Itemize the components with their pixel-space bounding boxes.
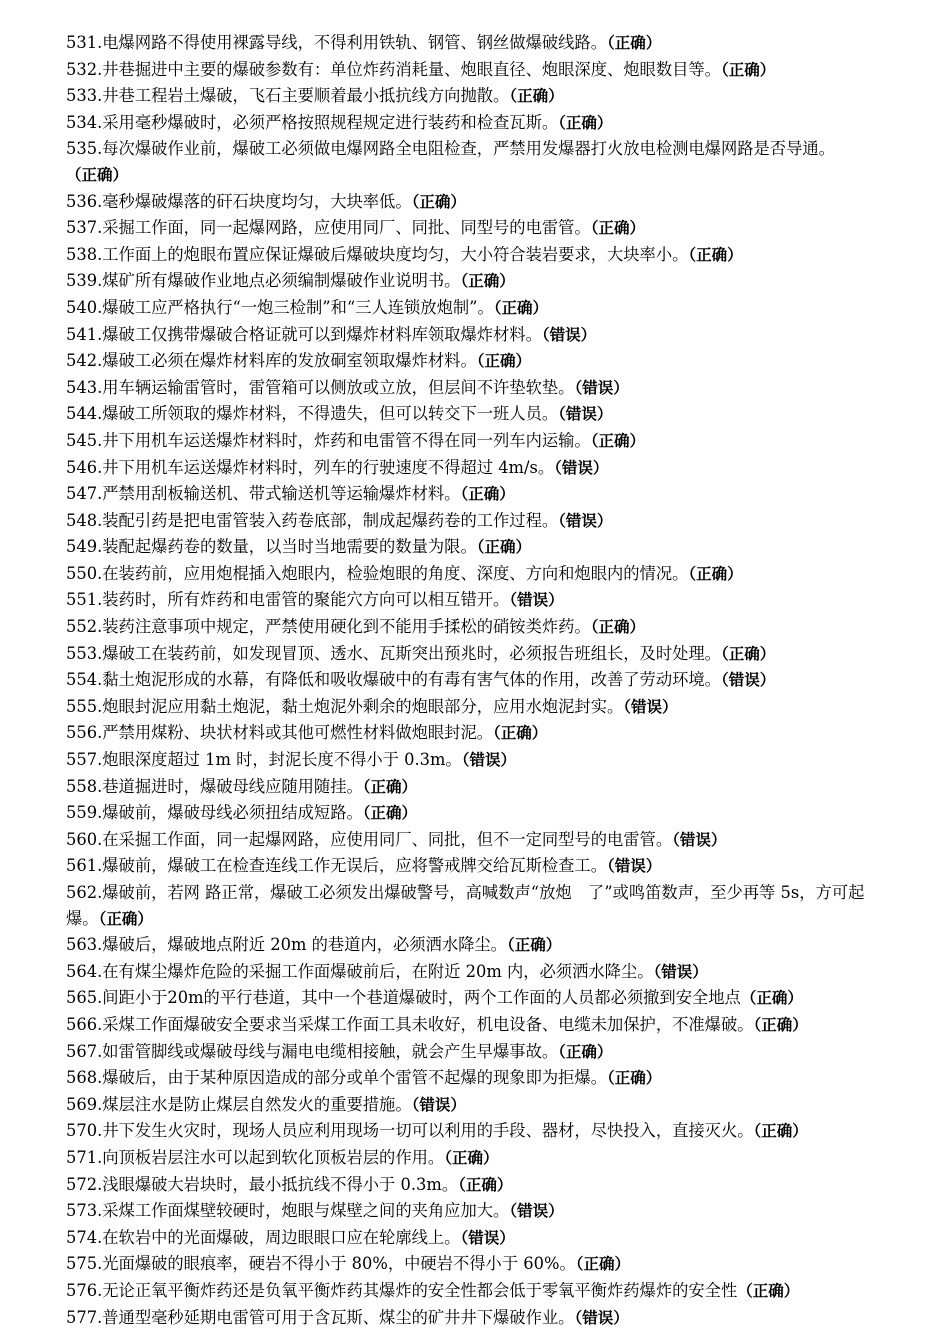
question-number: 577. (66, 1307, 103, 1327)
question-number: 546. (66, 457, 103, 477)
question-number: 540. (66, 297, 103, 317)
question-text: 如雷管脚线或爆破母线与漏电电缆相接触，就会产生早爆事故。 (102, 1041, 559, 1061)
question-answer: （错误） (607, 857, 662, 876)
question-text: 毫秒爆破爆落的矸石块度均匀，大块率低。 (102, 191, 412, 211)
question-item (66, 774, 886, 801)
question-item (66, 375, 886, 402)
question-answer: （正确） (558, 113, 613, 132)
question-number: 533. (66, 86, 103, 106)
question-text: 炮眼封泥应用黏土炮泥，黏土炮泥外剩余的炮眼部分，应用水炮泥封实。 (102, 696, 624, 716)
question-text: 普通型毫秒延期电雷管可用于含瓦斯、煤尘的矿井井下爆破作业。 (102, 1307, 575, 1327)
question-answer: （正确） (362, 777, 418, 796)
question-answer: （错误） (653, 962, 708, 981)
question-answer: （正确） (688, 564, 743, 583)
question-text: 煤矿所有爆破作业地点必须编制爆破作业说明书。 (102, 271, 461, 291)
question-text: 煤层注水是防止煤层自然发火的重要措施。 (102, 1094, 412, 1114)
question-text: 工作面上的炮眼布置应保证爆破后爆破块度均匀，大小符合装岩要求，大块率小。 (102, 244, 689, 264)
question-item (66, 1092, 886, 1119)
question-text: 爆破前，爆破工在检查连线工作无误后，应将警戒牌交给瓦斯检查工。 (102, 856, 607, 876)
question-item (66, 1172, 886, 1199)
question-text: 间距小于20m的平行巷道，其中一个巷道爆破时，两个工作面的人员都必须撤到安全地点 (102, 988, 741, 1008)
question-text: 井下用机车运送爆炸材料时，列车的行驶速度不得超过 4m/s。 (102, 457, 555, 477)
question-text: 光面爆破的眼痕率，硬岩不得小于 80%，中硬岩不得小于 60%。 (102, 1254, 576, 1274)
question-text: 炮眼深度超过 1m 时，封泥长度不得小于 0.3m。 (102, 750, 462, 770)
question-item (66, 959, 886, 986)
question-answer: （正确） (460, 485, 515, 504)
question-number: 550. (66, 563, 103, 583)
question-item (66, 57, 886, 84)
question-text: 爆破工在装药前，如发现冒顶、透水、瓦斯突出预兆时，必须报告班组长，及时处理。 (102, 643, 721, 663)
question-number: 563. (66, 935, 103, 955)
question-number: 545. (66, 430, 103, 450)
question-text: 装配起爆药卷的数量，以当时当地需要的数量为限。 (102, 537, 477, 557)
question-text: 电爆网路不得使用裸露导线，不得利用铁轨、钢管、钢丝做爆破线路。 (102, 33, 607, 52)
question-item (66, 1198, 886, 1225)
question-item (66, 694, 886, 721)
question-number: 534. (66, 112, 103, 132)
question-item (66, 985, 886, 1012)
question-answer: （错误） (411, 1095, 466, 1114)
question-answer: （正确） (575, 1255, 631, 1274)
question-number: 538. (66, 244, 103, 264)
question-item (66, 614, 886, 641)
question-text: 爆破工必须在爆炸材料库的发放硐室领取爆炸材料。 (102, 351, 477, 371)
question-text: 无论正氧平衡炸药还是负氧平衡炸药其爆炸的安全性都会低于零氧平衡炸药爆炸的安全性 (102, 1280, 738, 1300)
question-number: 555. (66, 696, 103, 716)
question-answer: （正确） (476, 538, 532, 557)
question-item (66, 215, 886, 242)
question-text: 巷道掘进时，爆破母线应随用随挂。 (102, 776, 363, 796)
question-item (66, 268, 886, 295)
question-answer: （正确） (460, 272, 515, 291)
question-text: 井巷掘进中主要的爆破参数有：单位炸药消耗量、炮眼直径、炮眼深度、炮眼数目等。 (102, 59, 721, 79)
question-number: 535. (66, 139, 103, 159)
question-number: 531. (66, 33, 103, 52)
question-answer: （错误） (509, 591, 564, 610)
question-text: 采煤工作面煤壁较硬时，炮眼与煤壁之间的夹角应加大。 (102, 1201, 510, 1221)
question-number: 557. (66, 750, 103, 770)
question-answer: （错误） (460, 1228, 515, 1247)
question-text: 爆破后，由于某种原因造成的部分或单个雷管不起爆的现象即为拒爆。 (102, 1068, 607, 1088)
question-number: 572. (66, 1174, 103, 1194)
question-answer: （错误） (461, 751, 516, 770)
question-item (66, 428, 886, 455)
question-item (66, 455, 886, 482)
question-answer: （正确） (362, 804, 418, 823)
question-number: 544. (66, 404, 103, 424)
question-number: 536. (66, 191, 103, 211)
question-text: 井下发生火灾时，现场人员应利用现场一切可以利用的手段、器材，尽快投入，直接灭火。 (102, 1121, 754, 1141)
question-number: 551. (66, 590, 103, 610)
question-answer: （正确） (720, 60, 776, 79)
question-text: 向顶板岩层注水可以起到软化顶板岩层的作用。 (102, 1147, 445, 1167)
question-item (66, 1039, 886, 1066)
question-number: 542. (66, 351, 103, 371)
question-item (66, 720, 886, 747)
question-number: 549. (66, 537, 103, 557)
question-number: 568. (66, 1068, 103, 1088)
question-number: 553. (66, 643, 103, 663)
question-item (66, 322, 886, 349)
question-item (66, 880, 886, 932)
question-text: 爆破工所领取的爆炸材料，不得遗失，但可以转交下一班人员。 (102, 404, 559, 424)
question-item (66, 1012, 886, 1039)
question-item (66, 667, 886, 694)
question-item (66, 827, 886, 854)
question-text: 井巷工程岩土爆破，飞石主要顺着最小抵抗线方向抛散。 (102, 86, 510, 106)
question-number: 556. (66, 723, 103, 743)
question-answer: （正确） (607, 1069, 662, 1088)
question-item (66, 136, 886, 188)
question-item (66, 1065, 886, 1092)
question-item (66, 561, 886, 588)
question-number: 548. (66, 510, 103, 530)
question-item (66, 1278, 886, 1305)
question-number: 575. (66, 1254, 103, 1274)
question-number: 537. (66, 218, 103, 238)
question-text: 在软岩中的光面爆破，周边眼眼口应在轮廓线上。 (102, 1227, 461, 1247)
question-number: 552. (66, 617, 103, 637)
question-answer: （错误） (541, 325, 597, 344)
question-number: 539. (66, 271, 103, 291)
question-item (66, 1251, 886, 1278)
question-number: 543. (66, 377, 103, 397)
question-item (66, 1305, 886, 1332)
question-text: 采煤工作面爆破安全要求当采煤工作面工具未收好，机电设备、电缆未加保护，不准爆破。 (102, 1014, 754, 1034)
question-answer: （正确） (688, 245, 743, 264)
question-number: 570. (66, 1121, 103, 1141)
question-answer: （错误） (672, 830, 727, 849)
question-text: 爆破前，爆破母线必须扭结成短路。 (102, 803, 363, 823)
question-number: 566. (66, 1014, 103, 1034)
question-text: 在装药前，应用炮棍插入炮眼内，检验炮眼的角度、深度、方向和炮眼内的情况。 (102, 563, 689, 583)
question-item (66, 30, 886, 57)
question-answer: （正确） (753, 1122, 808, 1141)
question-number: 547. (66, 484, 103, 504)
question-item (66, 1118, 886, 1145)
question-number: 565. (66, 988, 103, 1008)
question-answer: （错误） (574, 1308, 629, 1327)
question-item (66, 587, 886, 614)
question-number: 564. (66, 961, 103, 981)
question-answer: （错误） (509, 1202, 564, 1221)
question-text: 装药时，所有炸药和电雷管的聚能穴方向可以相互错开。 (102, 590, 510, 610)
question-answer: （正确） (607, 34, 662, 52)
question-text: 采掘工作面，同一起爆网路，应使用同厂、同批、同型号的电雷管。 (102, 218, 591, 238)
question-answer: （正确） (493, 724, 548, 743)
question-text: 黏土炮泥形成的水幕，有降低和吸收爆破中的有毒有害气体的作用，改善了劳动环境。 (102, 670, 721, 690)
question-number: 571. (66, 1147, 103, 1167)
question-number: 559. (66, 803, 103, 823)
question-number: 573. (66, 1201, 103, 1221)
question-text: 爆破前，若网 路正常，爆破工必须发出爆破警号，高喊数声“放炮 了”或鸣笛数声，至少再等 5s，方可起爆。 (66, 883, 865, 928)
question-item (66, 1225, 886, 1252)
question-answer: （错误） (720, 671, 776, 690)
question-item (66, 747, 886, 774)
question-answer: （正确） (506, 936, 562, 955)
question-text: 在有煤尘爆炸危险的采掘工作面爆破前后，在附近 20m 内，必须洒水降尘。 (102, 961, 654, 981)
question-number: 532. (66, 59, 103, 79)
question-answer: （正确） (737, 1281, 800, 1300)
question-answer: （正确） (740, 989, 803, 1008)
question-number: 558. (66, 776, 103, 796)
question-item (66, 508, 886, 535)
question-answer: （正确） (509, 87, 564, 106)
question-number: 561. (66, 856, 103, 876)
question-list (66, 30, 886, 1331)
question-answer: （正确） (66, 165, 129, 184)
question-answer: （正确） (411, 192, 466, 211)
question-number: 554. (66, 670, 103, 690)
question-answer: （正确） (590, 431, 645, 450)
question-answer: （错误） (574, 378, 629, 397)
question-answer: （错误） (554, 458, 609, 477)
question-answer: （正确） (720, 644, 776, 663)
question-item (66, 110, 886, 137)
question-text: 浅眼爆破大岩块时，最小抵抗线不得小于 0.3m。 (102, 1174, 459, 1194)
question-answer: （正确） (458, 1175, 513, 1194)
question-text: 采用毫秒爆破时，必须严格按照规程规定进行装药和检查瓦斯。 (102, 112, 559, 132)
question-text: 爆破后，爆破地点附近 20m 的巷道内，必须洒水降尘。 (102, 935, 507, 955)
question-number: 567. (66, 1041, 103, 1061)
question-number: 574. (66, 1227, 103, 1247)
question-text: 井下用机车运送爆炸材料时，炸药和电雷管不得在同一列车内运输。 (102, 430, 591, 450)
question-item (66, 401, 886, 428)
question-text: 用车辆运输雷管时，雷管箱可以侧放或立放，但层间不许垫软垫。 (102, 377, 575, 397)
question-item (66, 189, 886, 216)
question-text: 严禁用煤粉、块状材料或其他可燃性材料做炮眼封泥。 (102, 723, 494, 743)
question-item (66, 295, 886, 322)
question-item (66, 348, 886, 375)
question-item (66, 1145, 886, 1172)
question-answer: （正确） (590, 219, 645, 238)
question-number: 576. (66, 1280, 103, 1300)
question-text: 在采掘工作面，同一起爆网路，应使用同厂、同批，但不一定同型号的电雷管。 (102, 829, 673, 849)
question-number: 560. (66, 829, 103, 849)
question-item (66, 83, 886, 110)
question-answer: （错误） (558, 405, 613, 424)
question-text: 每次爆破作业前，爆破工必须做电爆网路全电阻检查，严禁用发爆器打火放电检测电爆网路是否导通。 (102, 139, 835, 159)
question-text: 爆破工应严格执行“一炮三检制”和“三人连锁放炮制”。 (102, 297, 494, 317)
question-text: 严禁用刮板输送机、带式输送机等运输爆炸材料。 (102, 484, 461, 504)
question-number: 562. (66, 883, 103, 902)
question-answer: （正确） (444, 1148, 499, 1167)
question-item (66, 481, 886, 508)
question-text: 装药注意事项中规定，严禁使用硬化到不能用手揉松的硝铵类炸药。 (102, 617, 591, 637)
question-answer: （正确） (493, 298, 549, 317)
question-answer: （正确） (476, 352, 532, 371)
question-answer: （错误） (558, 511, 613, 530)
question-number: 569. (66, 1094, 103, 1114)
question-item (66, 641, 886, 668)
question-answer: （正确） (98, 909, 153, 928)
question-answer: （正确） (590, 618, 645, 637)
question-number: 541. (66, 324, 103, 344)
question-answer: （错误） (623, 697, 678, 716)
question-item (66, 534, 886, 561)
question-item (66, 932, 886, 959)
question-text: 装配引药是把电雷管装入药卷底部，制成起爆药卷的工作过程。 (102, 510, 559, 530)
question-item (66, 853, 886, 880)
question-answer: （正确） (558, 1042, 613, 1061)
question-answer: （正确） (753, 1015, 808, 1034)
question-text: 爆破工仅携带爆破合格证就可以到爆炸材料库领取爆炸材料。 (102, 324, 542, 344)
question-item (66, 800, 886, 827)
question-item (66, 242, 886, 269)
